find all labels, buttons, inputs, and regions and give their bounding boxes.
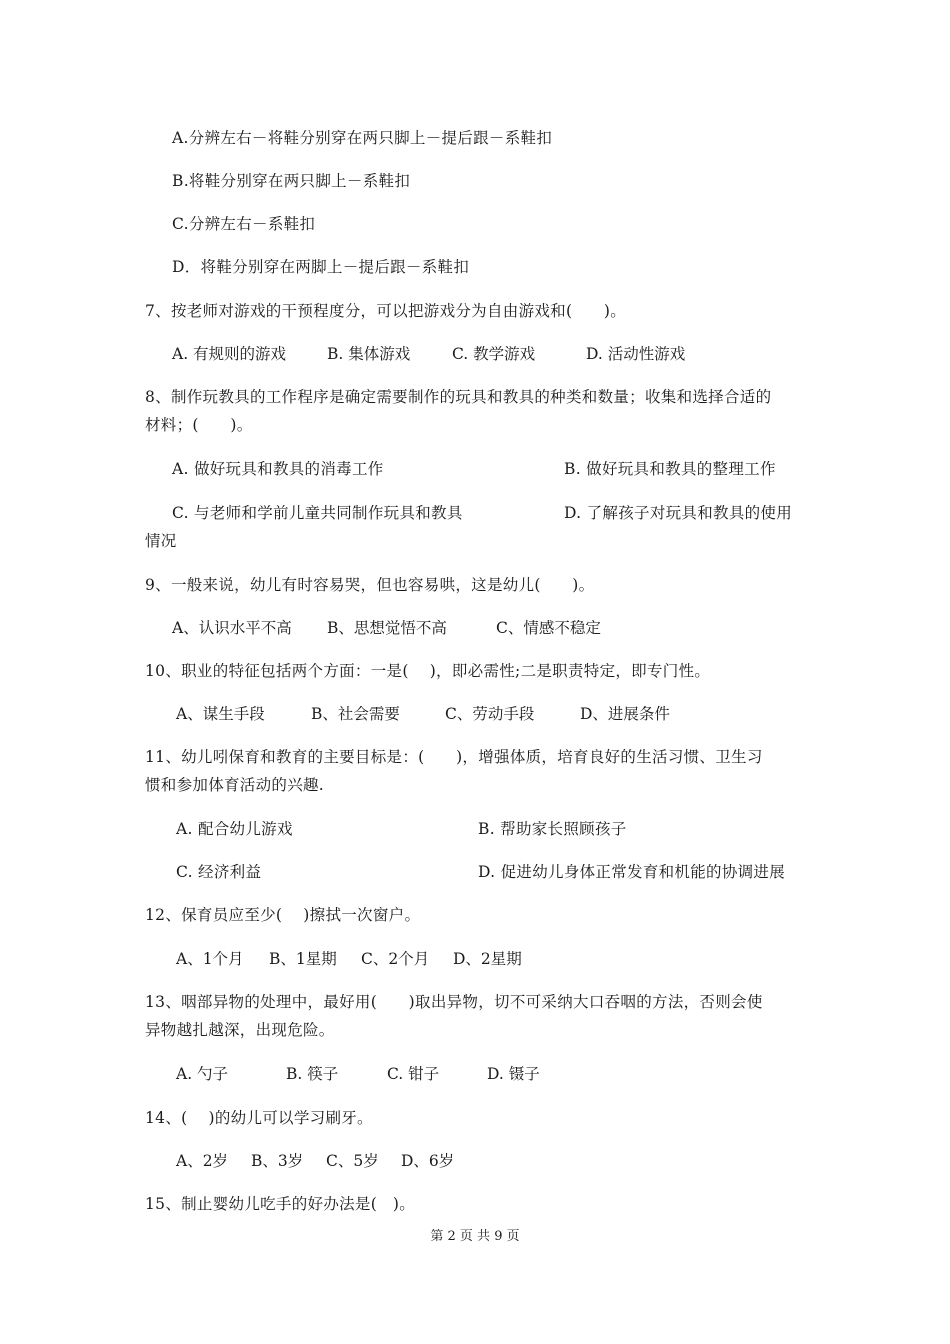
q10-option-d: D、进展条件 xyxy=(580,705,670,723)
q6-option-b: B.将鞋分别穿在两只脚上－系鞋扣 xyxy=(172,172,411,190)
q7-options xyxy=(172,344,685,364)
q7-option-a: A. 有规则的游戏 xyxy=(172,345,287,363)
q9-option-a: A、认识水平不高 xyxy=(172,619,292,637)
q7-option-c: C. 教学游戏 xyxy=(452,345,536,363)
q12-stem: 12、保育员应至少( )擦拭一次窗户。 xyxy=(145,906,421,924)
q11-option-c: C. 经济利益 xyxy=(176,863,262,881)
q13-stem-line2: 异物越扎越深，出现危险。 xyxy=(145,1021,335,1039)
q13-option-a: A. 勺子 xyxy=(176,1065,229,1083)
q10-options xyxy=(176,704,670,724)
q14-option-d: D、6岁 xyxy=(401,1152,455,1170)
q12-option-b: B、1星期 xyxy=(269,950,337,968)
q8-option-c: C. 与老师和学前儿童共同制作玩具和教具 xyxy=(172,504,463,522)
q11-stem-line2: 惯和参加体育活动的兴趣. xyxy=(145,776,325,794)
q15-stem: 15、制止婴幼儿吃手的好办法是( )。 xyxy=(145,1195,416,1213)
q8-stem-line2: 材料；( )。 xyxy=(145,416,253,434)
q14-option-c: C、5岁 xyxy=(326,1152,379,1170)
q14-option-a: A、2岁 xyxy=(176,1152,229,1170)
q12-option-a: A、1个月 xyxy=(176,950,244,968)
q11-option-b: B. 帮助家长照顾孩子 xyxy=(478,820,627,838)
q9-option-b: B、思想觉悟不高 xyxy=(327,619,447,637)
q9-options xyxy=(172,618,601,638)
q8-stem-line1: 8、制作玩教具的工作程序是确定需要制作的玩具和教具的种类和数量；收集和选择合适的 xyxy=(145,388,772,406)
q13-stem-line1: 13、咽部异物的处理中，最好用( )取出异物，切不可采纳大口吞咽的方法，否则会使 xyxy=(145,993,763,1011)
q9-stem: 9、一般来说，幼儿有时容易哭，但也容易哄，这是幼儿( )。 xyxy=(145,576,595,594)
q11-option-a: A. 配合幼儿游戏 xyxy=(176,820,293,838)
q8-option-d-continued: 情况 xyxy=(145,532,177,550)
q9-option-c: C、情感不稳定 xyxy=(496,619,601,637)
q13-option-d: D. 镊子 xyxy=(487,1065,540,1083)
q12-option-d: D、2星期 xyxy=(453,950,522,968)
page-footer: 第 2 页 共 9 页 xyxy=(430,1229,520,1244)
q8-option-a: A. 做好玩具和教具的消毒工作 xyxy=(172,460,384,478)
q12-options xyxy=(176,949,522,969)
q8-option-d: D. 了解孩子对玩具和教具的使用 xyxy=(564,504,793,522)
q7-option-b: B. 集体游戏 xyxy=(327,345,411,363)
q6-option-a: A.分辨左右－将鞋分别穿在两只脚上－提后跟－系鞋扣 xyxy=(172,129,553,147)
q13-options xyxy=(176,1064,540,1084)
q11-stem-line1: 11、幼儿吲保育和教育的主要目标是：( )，增强体质，培育良好的生活习惯、卫生习 xyxy=(145,748,763,766)
q6-option-c: C.分辨左右－系鞋扣 xyxy=(172,215,316,233)
q12-option-c: C、2个月 xyxy=(361,950,430,968)
q6-option-d: D．将鞋分别穿在两脚上－提后跟－系鞋扣 xyxy=(172,258,470,276)
q11-option-d: D. 促进幼儿身体正常发育和机能的协调进展 xyxy=(478,863,786,881)
q14-options xyxy=(176,1151,454,1171)
q10-option-a: A、谋生手段 xyxy=(176,705,265,723)
q14-option-b: B、3岁 xyxy=(251,1152,304,1170)
q13-option-c: C. 钳子 xyxy=(387,1065,440,1083)
q7-stem: 7、按老师对游戏的干预程度分，可以把游戏分为自由游戏和( )。 xyxy=(145,302,627,320)
q10-option-c: C、劳动手段 xyxy=(445,705,535,723)
q7-option-d: D. 活动性游戏 xyxy=(586,345,686,363)
q8-option-b: B. 做好玩具和教具的整理工作 xyxy=(564,460,776,478)
q10-option-b: B、社会需要 xyxy=(311,705,400,723)
q10-stem: 10、职业的特征包括两个方面：一是( )，即必需性;二是职责特定，即专门性。 xyxy=(145,662,711,680)
q13-option-b: B. 筷子 xyxy=(286,1065,339,1083)
q14-stem: 14、( )的幼儿可以学习刷牙。 xyxy=(145,1109,373,1127)
